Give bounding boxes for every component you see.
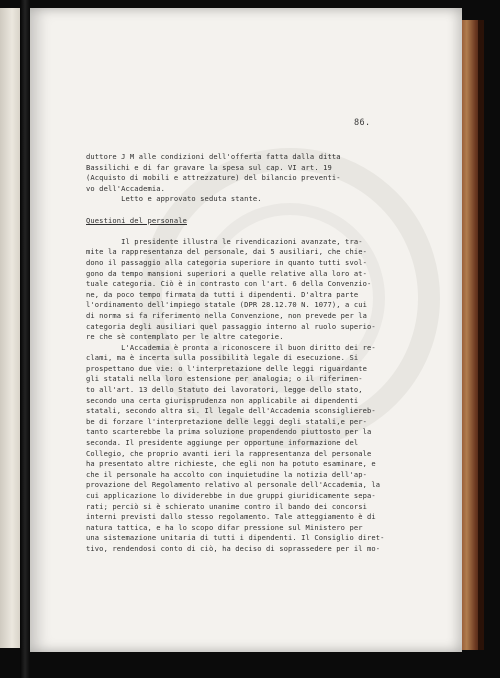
text-line: categoria degli ausiliari quel passaggio interno al ruolo superio- (86, 321, 376, 331)
text-line: clami, ma è incerta sulla possibilità legale di esecuzione. Si (86, 353, 359, 363)
text-line: dono il passaggio alla categoria superiore in quanto tutti svol- (86, 257, 368, 267)
text-line: mite la rappresentanza del personale, dai 5 ausiliari, che chie- (86, 247, 368, 257)
text-line: cui applicazione lo dividerebbe in due gruppi giuridicamente sepa- (86, 491, 376, 500)
text-line: interni previsti dallo stesso regolamento. Tale atteggiamento è di (86, 512, 376, 522)
text-line: l'ordinamento dell'impiego statale (DPR 28.12.70 N. 1077), a cui (86, 300, 368, 310)
text-line: Collegio, che proprio avanti ieri la rappresentanza del personale (86, 448, 372, 458)
text-line: gono da tempo mansioni superiori a quelle relative alla loro at- (86, 268, 368, 278)
text-line: ha presentato altre richieste, che egli non ha potuto esaminare, e (86, 459, 376, 469)
text-line: tanto scarterebbe la prima soluzione propendendo piuttosto per la (86, 427, 372, 437)
text-line: rati; perciò si è schierato unanime contro il bando dei concorsi (86, 501, 368, 511)
text-line: Il presidente illustra le rivendicazioni avanzate, tra- (86, 236, 363, 246)
typewritten-text (86, 152, 416, 555)
text-line: statali, secondo altra sì. Il legale dell'Accademia sconsigliereb- (86, 406, 376, 416)
book-gutter (20, 0, 30, 678)
text-line: tuale categoria. Ciò è in contrasto con l'art. 6 della Convenzio- (86, 279, 372, 289)
text-line: Letto e approvato seduta stante. (86, 194, 262, 204)
blank-line (86, 226, 416, 237)
text-line: seconda. Il presidente aggiunge per opportune informazione del (86, 438, 359, 448)
text-line: una sistemazione unitaria di tutti i dipendenti. Il Consiglio diret- (86, 533, 385, 543)
text-line: secondo una certa giurisprudenza non applicabile ai dipendenti (86, 395, 359, 405)
text-line: gli statali nella loro estensione per analogia; o il riferimen- (86, 374, 363, 384)
text-line: re che sè contemplato per le altre categorie. (86, 332, 284, 342)
facing-page-edge (0, 8, 20, 648)
text-line: provazione del Regolamento relativo al personale dell'Accademia, la (86, 480, 381, 490)
text-line: L'Accademia è pronta a riconoscere il buon diritto dei re- (86, 342, 376, 352)
text-line: vo dell'Accademia. (86, 183, 166, 193)
text-line: to all'art. 13 dello Statuto dei lavoratori, legge dello stato, (86, 385, 363, 395)
text-line: ne, da poco tempo firmata da tutti i dipendenti. D'altra parte (86, 289, 359, 299)
book-cover-border (478, 20, 484, 650)
text-line: (Acquisto di mobili e attrezzature) del bilancio preventi- (86, 173, 341, 183)
text-line: Bassilichi e di far gravare la spesa sul cap. VI art. 19 (86, 162, 332, 172)
text-line: duttore J M alle condizioni dell'offerta fatta dalla ditta (86, 152, 341, 161)
text-line: natura tattica, e ha lo scopo difar pressione sul Ministero per (86, 522, 363, 532)
section-heading: Questioni del personale (86, 215, 187, 225)
text-line: che il personale ha accolto con inquietudine la notizia dell'ap- (86, 469, 368, 479)
text-line: di norma si fa riferimento nella Convenzione, non prevede per la (86, 310, 368, 320)
text-line: prospettano due vie: o l'interpretazione delle leggi riguardante (86, 363, 368, 373)
text-line: be di forzare l'interpretazione delle leggi degli statali,e per- (86, 416, 368, 426)
blank-line (86, 205, 416, 216)
page-number: 86. (354, 118, 371, 128)
text-line: tivo, rendendosi conto di ciò, ha deciso di soprassedere per il mo- (86, 543, 381, 553)
